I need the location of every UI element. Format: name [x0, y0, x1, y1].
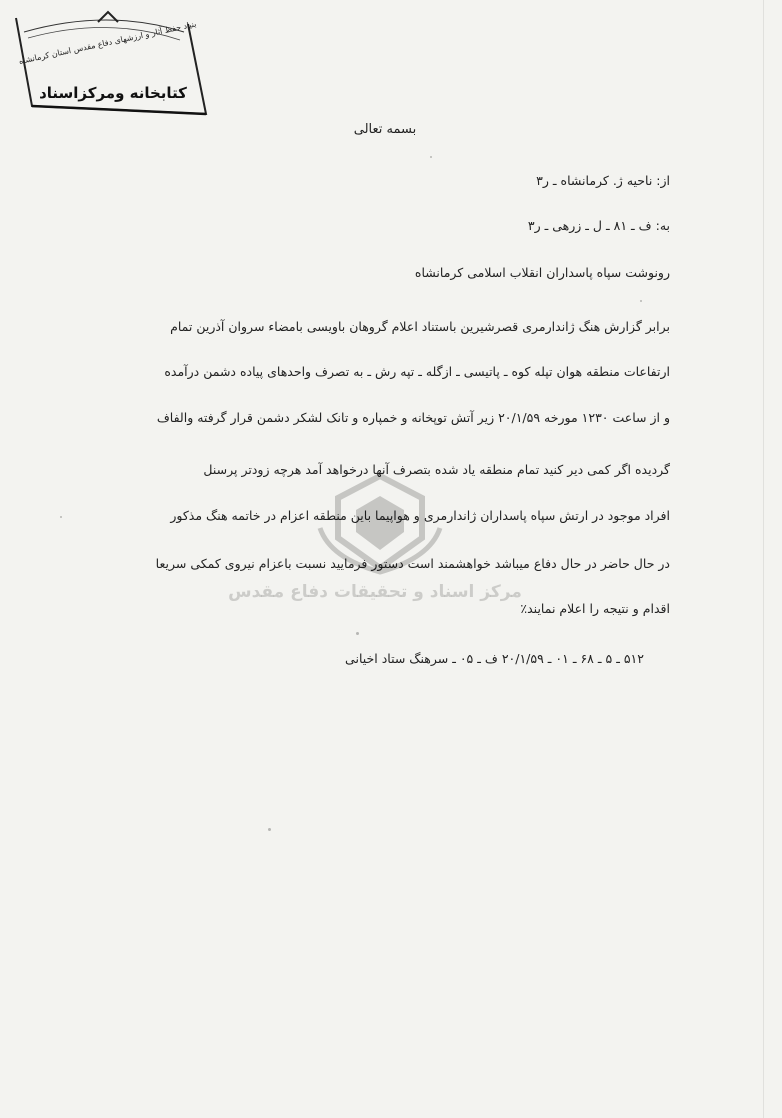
body-line: ارتفاعات منطقه هوان تپله کوه ـ پاتیسی ـ ازگله ـ تپه رش ـ به تصرف واحدهای پیاده دشمن درآمده [164, 364, 670, 379]
stamp-organization-text: بنیاد حفظ آثار و ارزشهای دفاع مقدس استان کرمانشاه [18, 19, 198, 66]
body-line: برابر گزارش هنگ ژاندارمری قصرشیرین باستناد اعلام گروهان باویسی بامضاء سروان آذرین تمام [170, 319, 670, 334]
sender-line: از: ناحیه ژ. کرمانشاه ـ ر۳ [536, 173, 670, 188]
archive-stamp [8, 10, 214, 122]
scan-speck [268, 828, 271, 831]
body-line: و از ساعت ۱۲۳۰ مورخه ۲۰/۱/۵۹ زیر آتش توپخانه و خمپاره و تانک لشکر دشمن قرار گرفته والفاف [156, 410, 670, 425]
body-line: در حال حاضر در حال دفاع میباشد خواهشمند است دستور فرمایید نسبت باعزام نیروی کمکی سریعا [155, 556, 670, 571]
body-line: گردیده اگر کمی دیر کنید تمام منطقه یاد شده بتصرف آنها درخواهد آمد هرچه زودتر پرسنل [203, 462, 670, 477]
stamp-title: کتابخانه ومرکزاسناد [39, 84, 187, 102]
scan-speck [60, 516, 62, 518]
page-edge-line [763, 0, 764, 1118]
scan-speck [430, 156, 432, 158]
scan-speck [640, 300, 642, 302]
body-line: اقدام و نتیجه را اعلام نمایند٪ [520, 601, 670, 616]
recipient-line: به: ف ـ ۸۱ ـ ل ـ زرهی ـ ر۳ [527, 218, 670, 233]
body-line: افراد موجود در ارتش سپاه پاسداران ژاندارمری و هواپیما باین منطقه اعزام در خاتمه هنگ مذکور [170, 508, 670, 523]
salutation: بسمه تعالی [353, 122, 417, 137]
signature-line: ۵۱۲ ـ ۵ ـ ۶۸ ـ ۰۱ ـ ۲۰/۱/۵۹ ف ـ ۰۵ ـ سرهنگ ستاد اخیانی [345, 651, 644, 666]
copy-line: رونوشت سپاه پاسداران انقلاب اسلامی کرمانشاه [414, 265, 670, 280]
scan-speck [356, 632, 359, 635]
watermark-text: مرکز اسناد و تحقیقات دفاع مقدس [228, 582, 522, 602]
watermark-logo-icon [300, 468, 460, 578]
